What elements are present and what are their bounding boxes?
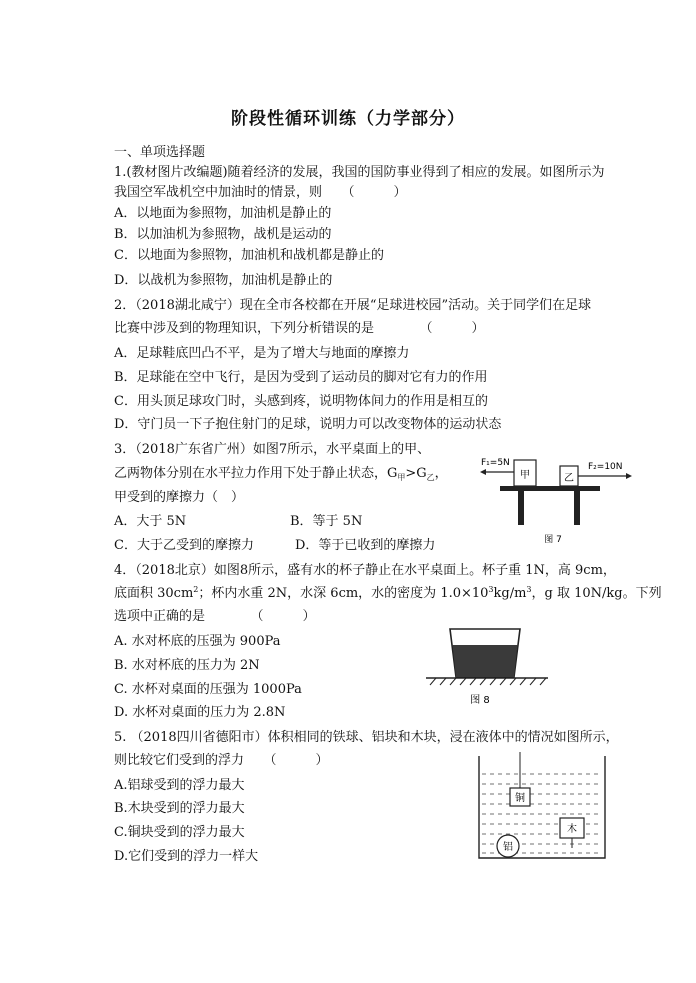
force-f1-arrowhead [480,469,486,475]
page-title: 阶段性循环训练（力学部分） [231,109,465,129]
q3-option-d: D．等于已收到的摩擦力 [295,538,436,553]
copper-label: 铜 [515,793,525,804]
q5-option-d: D.它们受到的浮力一样大 [114,849,259,864]
table-hatching [430,678,546,685]
q5-stem-line2: 则比较它们受到的浮力 （ ） [114,753,329,768]
q1-option-d: D．以战机为参照物，加油机是静止的 [114,273,333,288]
figure-buoyancy [476,752,608,864]
figure-8-caption: 图 8 [470,695,490,706]
q4-option-c: C. 水杯对桌面的压强为 1000Pa [114,682,302,697]
wood-label: 木 [567,824,577,835]
q5-option-b: B.木块受到的浮力最大 [114,801,245,816]
q5-stem-line1: 5. （2018四川省德阳市）体积相同的铁球、铝块和木块，浸在液体中的情况如图所示， [114,730,619,745]
q5-option-a: A.铝球受到的浮力最大 [114,778,245,793]
q2-stem-line2: 比赛中涉及到的物理知识，下列分析错误的是 （ ） [114,321,485,336]
cup-water [453,645,518,677]
q4-stem-line1: 4．（2018北京）如图8所示，盛有水的杯子静止在水平桌面上。杯子重 1N，高 9cm， [114,563,616,578]
q1-option-b: B．以加油机为参照物，战机是运动的 [114,227,332,242]
figure-7 [478,452,638,547]
table-leg-right [574,491,580,525]
force-f2-label: F₂=10N [588,462,623,472]
figure-7-caption: 图 7 [544,535,562,545]
q3-option-b: B．等于 5N [290,514,363,529]
q1-option-c: C．以地面为参照物，加油机和战机都是静止的 [114,248,384,263]
q4-option-a: A. 水对杯底的压强为 900Pa [114,634,281,649]
q3-option-c: C．大于乙受到的摩擦力 [114,538,254,553]
force-f2-arrowhead [626,473,632,479]
q4-stem-line2: 底面积 $30cm^2$；杯内水重 2N，水深 6cm，水的密度为 $1.0\times 10^3kg/m^3$，g 取 10N/kg。下列 [114,585,662,601]
q4-stem-line3: 选项中正确的是 （ ） [114,609,316,624]
q5-option-c: C.铜块受到的浮力最大 [114,825,245,840]
q1-option-a: A．以地面为参照物，加油机是静止的 [114,206,332,221]
section-heading: 一、单项选择题 [114,145,206,160]
force-f1-label: F₁=5N [481,458,510,468]
q2-option-a: A．足球鞋底凹凸不平，是为了增大与地面的摩擦力 [114,346,410,361]
table-top [500,486,600,491]
figure-8 [420,625,560,711]
q3-stem-line1: 3．（2018广东省广州）如图7所示，水平桌面上的甲、 [114,442,431,457]
q3-stem-line2: 乙两物体分别在水平拉力作用下处于静止状态，$G_甲>G_乙$， [114,466,448,482]
q4-option-d: D. 水杯对桌面的压力为 2.8N [114,705,286,720]
q1-stem-line2: 我国空军战机空中加油时的情景，则 （ ） [114,185,407,200]
block-yi-label: 乙 [564,473,574,484]
q2-option-d: D．守门员一下子抱住射门的足球，说明力可以改变物体的运动状态 [114,417,502,432]
q2-stem-line1: 2．（2018湖北咸宁）现在全市各校都在开展“足球进校园”活动。关于同学们在足球 [114,298,592,313]
q2-option-b: B．足球能在空中飞行，是因为受到了运动员的脚对它有力的作用 [114,370,488,385]
block-jia-label: 甲 [520,470,530,481]
table-leg-left [518,491,524,525]
q2-option-c: C．用头顶足球攻门时，头感到疼，说明物体间力的作用是相互的 [114,394,488,409]
q3-option-a: A．大于 5N [114,514,187,529]
q3-stem-line3: 甲受到的摩擦力（ ） [114,490,245,505]
q4-option-b: B. 水对杯底的压力为 2N [114,658,260,673]
q1-stem-line1: 1.(教材图片改编题)随着经济的发展，我国的国防事业得到了相应的发展。如图所示为 [114,165,605,180]
aluminum-label: 铝 [503,842,513,853]
